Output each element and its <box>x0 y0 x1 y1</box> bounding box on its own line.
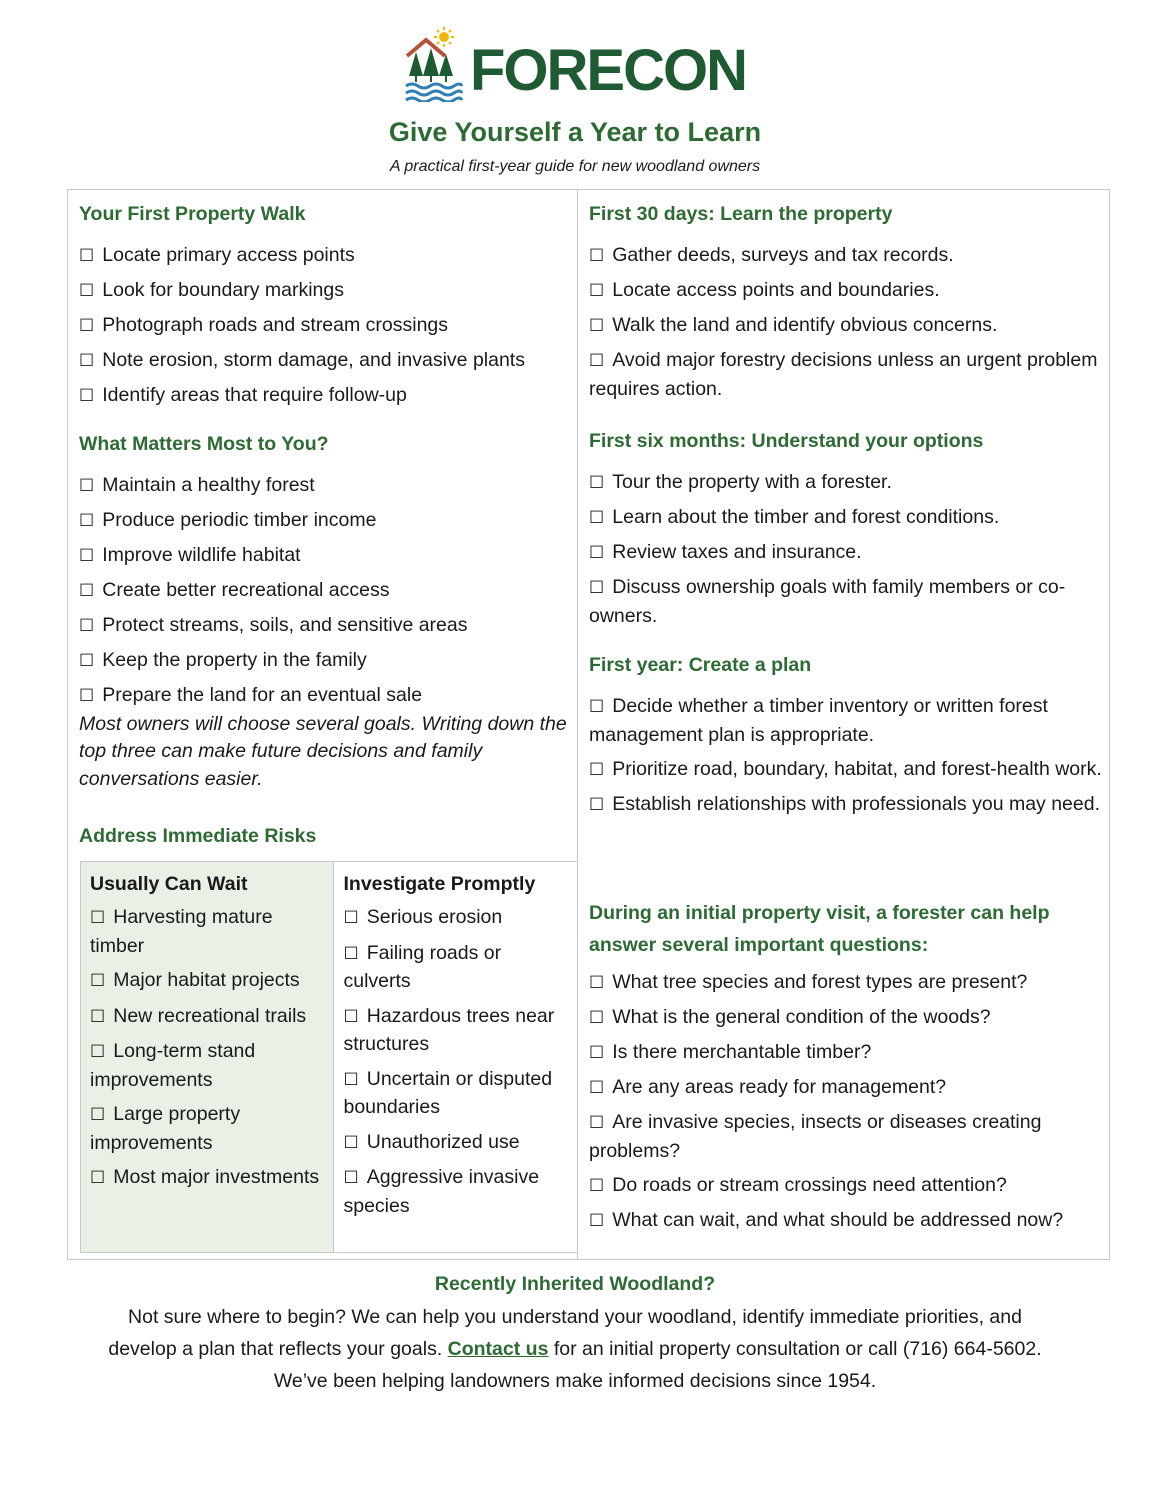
checklist-item[interactable]: ☐ Locate access points and boundaries. <box>589 277 1104 306</box>
checklist-item[interactable]: ☐ What can wait, and what should be addressed now? <box>589 1207 1104 1236</box>
footer-line: develop a plan that reflects your goals. Contact us for an initial property consultation or call (716) 664-5602. <box>108 1338 1042 1360</box>
checklist-item[interactable]: ☐ Are invasive species, insects or diseases creating problems? <box>589 1111 1042 1162</box>
checklist-item[interactable]: ☐ Improve wildlife habitat <box>79 542 569 571</box>
property-walk-list <box>79 242 579 411</box>
footer-line: We’ve been helping landowners make informed decisions since 1954. <box>273 1370 877 1392</box>
checkbox-icon[interactable]: ☐ <box>589 246 605 266</box>
first-year-list <box>589 693 1104 819</box>
checkbox-icon[interactable]: ☐ <box>589 697 605 717</box>
checkbox-icon[interactable]: ☐ <box>343 1069 359 1090</box>
checklist-item[interactable]: ☐ Review taxes and insurance. <box>589 539 1104 568</box>
checkbox-icon[interactable]: ☐ <box>589 1175 605 1196</box>
page-subtitle: A practical first-year guide for new woodland owners <box>389 158 761 175</box>
section-title-forester-visit: During an initial property visit, a forester can help answer several important questions: <box>589 902 1050 956</box>
checklist-item[interactable]: ☐ Learn about the timber and forest conditions. <box>589 504 1104 533</box>
checklist-item[interactable]: ☐ Uncertain or disputed boundaries <box>343 1067 553 1118</box>
risk-column-can-wait <box>81 862 334 1252</box>
checkbox-icon[interactable]: ☐ <box>589 351 605 371</box>
contact-us-link[interactable]: Contact us <box>447 1338 549 1360</box>
checkbox-icon[interactable]: ☐ <box>79 546 95 566</box>
what-matters-list <box>79 472 569 793</box>
checklist-item[interactable]: ☐ Identify areas that require follow-up <box>79 382 579 411</box>
first-six-months-list <box>589 469 1104 630</box>
first-30-days-list <box>589 242 1104 403</box>
checklist-item[interactable]: ☐ Prioritize road, boundary, habitat, and forest-health work. <box>589 756 1104 785</box>
risk-column-heading: Usually Can Wait <box>90 873 248 895</box>
checklist-item[interactable]: ☐ Look for boundary markings <box>79 277 579 306</box>
checkbox-icon[interactable]: ☐ <box>589 1210 605 1231</box>
checkbox-icon[interactable]: ☐ <box>589 759 605 780</box>
section-title-immediate-risks: Address Immediate Risks <box>79 825 317 847</box>
checkbox-icon[interactable]: ☐ <box>589 1043 605 1063</box>
checklist-item[interactable]: ☐ Keep the property in the family <box>79 647 569 676</box>
checklist-item[interactable]: ☐ Prepare the land for an eventual sale <box>79 682 569 711</box>
checkbox-icon[interactable]: ☐ <box>79 511 95 531</box>
risk-table <box>80 861 578 1253</box>
section-title-first-six-months: First six months: Understand your options <box>589 430 984 452</box>
goals-note: Most owners will choose several goals. Writing down the top three can make future decisions and family conversations easier. <box>79 712 567 790</box>
checklist-item[interactable]: ☐ Major habitat projects <box>90 967 325 996</box>
checkbox-icon[interactable]: ☐ <box>589 578 605 598</box>
checkbox-icon[interactable]: ☐ <box>79 651 95 671</box>
checklist-item[interactable]: ☐ Produce periodic timber income <box>79 507 569 536</box>
checklist-item[interactable]: ☐ Most major investments <box>90 1164 325 1193</box>
checklist-item[interactable]: ☐ Maintain a healthy forest <box>79 472 569 501</box>
checklist-item[interactable]: ☐ Photograph roads and stream crossings <box>79 312 579 341</box>
checkbox-icon[interactable]: ☐ <box>343 1132 359 1153</box>
checkbox-icon[interactable]: ☐ <box>589 316 605 336</box>
checkbox-icon[interactable]: ☐ <box>79 246 95 266</box>
checkbox-icon[interactable]: ☐ <box>589 1008 605 1028</box>
checkbox-icon[interactable]: ☐ <box>90 1042 106 1062</box>
risk-column-heading: Investigate Promptly <box>343 873 536 895</box>
checklist-item[interactable]: ☐ Protect streams, soils, and sensitive areas <box>79 612 569 641</box>
checkbox-icon[interactable]: ☐ <box>79 351 95 371</box>
section-title-first-year: First year: Create a plan <box>589 654 812 676</box>
section-title-property-walk: Your First Property Walk <box>79 203 306 225</box>
checklist-item[interactable]: ☐ New recreational trails <box>90 1003 325 1032</box>
checkbox-icon[interactable]: ☐ <box>589 1078 605 1098</box>
page-title: Give Yourself a Year to Learn <box>388 117 762 147</box>
checklist-item[interactable]: ☐ Serious erosion <box>343 904 569 933</box>
checklist-item[interactable]: ☐ Aggressive invasive species <box>343 1166 540 1217</box>
section-title-what-matters: What Matters Most to You? <box>79 433 329 455</box>
forester-visit-list <box>589 969 1104 1235</box>
checklist-item[interactable]: ☐ Tour the property with a forester. <box>589 469 1104 498</box>
checklist-item[interactable]: ☐ What is the general condition of the woods? <box>589 1004 1104 1033</box>
checkbox-icon[interactable]: ☐ <box>589 281 605 301</box>
footer-line: Not sure where to begin? We can help you understand your woodland, identify immediate priorities, and <box>128 1306 1022 1328</box>
checkbox-icon[interactable]: ☐ <box>90 971 106 991</box>
checklist-item[interactable]: ☐ What tree species and forest types are present? <box>589 969 1104 998</box>
checklist-item[interactable]: ☐ Walk the land and identify obvious concerns. <box>589 312 1104 341</box>
checklist-item[interactable]: ☐ Note erosion, storm damage, and invasive plants <box>79 347 579 376</box>
checklist-item[interactable]: ☐ Decide whether a timber inventory or written forest management plan is appropriate. <box>589 695 1048 746</box>
checklist-item[interactable]: ☐ Discuss ownership goals with family members or co-owners. <box>589 576 1066 627</box>
checkbox-icon[interactable]: ☐ <box>589 1113 605 1133</box>
checkbox-icon[interactable]: ☐ <box>343 1168 359 1188</box>
page-header <box>0 22 1150 176</box>
checkbox-icon[interactable]: ☐ <box>589 973 605 993</box>
checklist-item[interactable]: ☐ Large property improvements <box>90 1103 241 1154</box>
footer-title: Recently Inherited Woodland? <box>434 1273 716 1295</box>
checkbox-icon[interactable]: ☐ <box>90 1168 106 1188</box>
footer <box>0 1270 1150 1397</box>
checklist-item[interactable]: ☐ Failing roads or culverts <box>343 941 502 992</box>
checkbox-icon[interactable]: ☐ <box>343 1006 359 1027</box>
checkbox-icon[interactable]: ☐ <box>79 386 95 406</box>
checkbox-icon[interactable]: ☐ <box>90 1105 106 1125</box>
section-title-first-30-days: First 30 days: Learn the property <box>589 203 893 225</box>
checkbox-icon[interactable]: ☐ <box>589 794 605 815</box>
logo-wordmark: FORECON <box>470 38 746 103</box>
checklist-item[interactable]: ☐ Do roads or stream crossings need attention? <box>589 1172 1104 1201</box>
checkbox-icon[interactable]: ☐ <box>79 476 95 496</box>
checkbox-icon[interactable]: ☐ <box>79 616 95 636</box>
checklist-item[interactable]: ☐ Is there merchantable timber? <box>589 1039 1104 1068</box>
checklist-item[interactable]: ☐ Establish relationships with professionals you may need. <box>589 791 1104 820</box>
checkbox-icon[interactable]: ☐ <box>589 543 605 563</box>
checklist-item[interactable]: ☐ Hazardous trees near structures <box>343 1004 555 1055</box>
checklist-item[interactable]: ☐ Are any areas ready for management? <box>589 1074 1104 1103</box>
forest-house-sun-icon <box>404 26 464 102</box>
checklist-item[interactable]: ☐ Locate primary access points <box>79 242 579 271</box>
checkbox-icon[interactable]: ☐ <box>343 943 359 964</box>
checkbox-icon[interactable]: ☐ <box>343 908 359 928</box>
checkbox-icon[interactable]: ☐ <box>79 316 95 336</box>
checklist-item[interactable]: ☐ Avoid major forestry decisions unless an urgent problem requires action. <box>589 349 1098 400</box>
checklist-item[interactable]: ☐ Unauthorized use <box>343 1129 569 1158</box>
checklist-item[interactable]: ☐ Create better recreational access <box>79 577 569 606</box>
checkbox-icon[interactable]: ☐ <box>589 473 605 493</box>
checkbox-icon[interactable]: ☐ <box>589 508 605 528</box>
footer-body <box>0 1301 1150 1397</box>
checklist-item[interactable]: ☐ Gather deeds, surveys and tax records. <box>589 242 1104 271</box>
forecon-logo <box>404 22 746 102</box>
checkbox-icon[interactable]: ☐ <box>90 1006 106 1027</box>
checklist-item[interactable]: ☐ Harvesting mature timber <box>90 906 273 957</box>
checkbox-icon[interactable]: ☐ <box>79 581 95 601</box>
checkbox-icon[interactable]: ☐ <box>79 686 95 706</box>
checkbox-icon[interactable]: ☐ <box>79 281 95 301</box>
checkbox-icon[interactable]: ☐ <box>90 908 106 928</box>
risk-column-investigate <box>334 862 577 1252</box>
checklist-item[interactable]: ☐ Long-term stand improvements <box>90 1040 256 1091</box>
